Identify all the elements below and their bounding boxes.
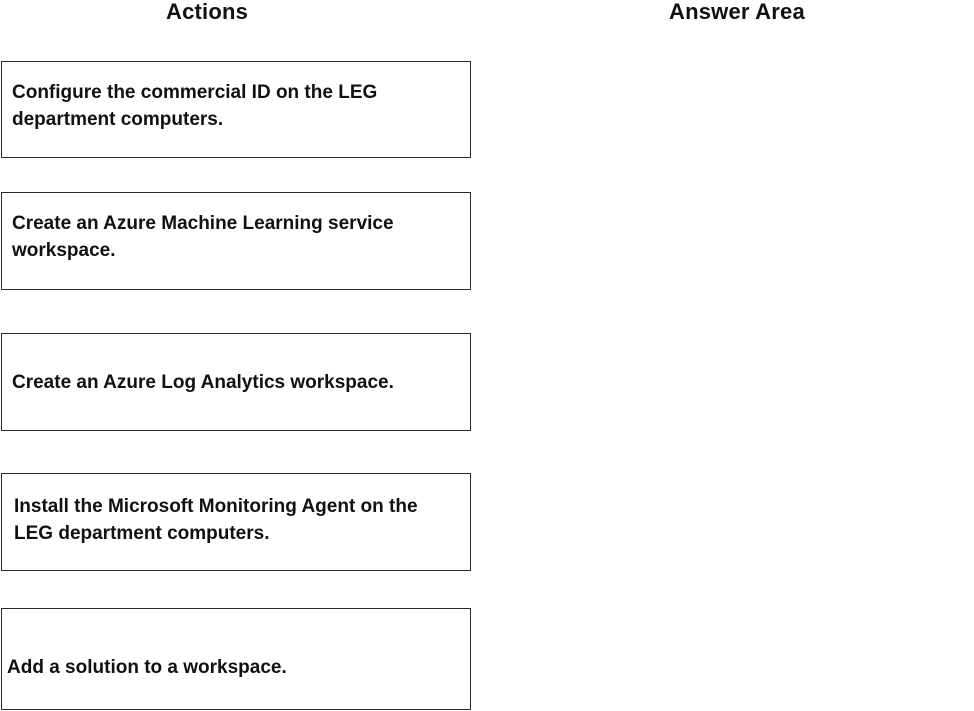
answer-area-column-header: Answer Area <box>669 0 805 24</box>
actions-column-header: Actions <box>166 0 249 24</box>
action-item-create-log-analytics-workspace[interactable] <box>1 333 471 431</box>
action-item-configure-commercial-id[interactable] <box>1 61 471 158</box>
action-item-install-monitoring-agent[interactable] <box>1 473 471 571</box>
action-item-label: Configure the commercial ID on the LEG department computers. <box>12 81 378 130</box>
action-item-label: Install the Microsoft Monitoring Agent on the LEG department computers. <box>14 496 418 544</box>
action-item-add-solution[interactable] <box>1 608 471 710</box>
action-item-label: Create an Azure Machine Learning service workspace. <box>12 213 394 261</box>
answer-area-drop-zone[interactable] <box>510 40 960 705</box>
action-item-label: Add a solution to a workspace. <box>7 656 287 678</box>
action-item-label: Create an Azure Log Analytics workspace. <box>12 371 394 393</box>
action-item-create-ml-workspace[interactable] <box>1 192 471 290</box>
